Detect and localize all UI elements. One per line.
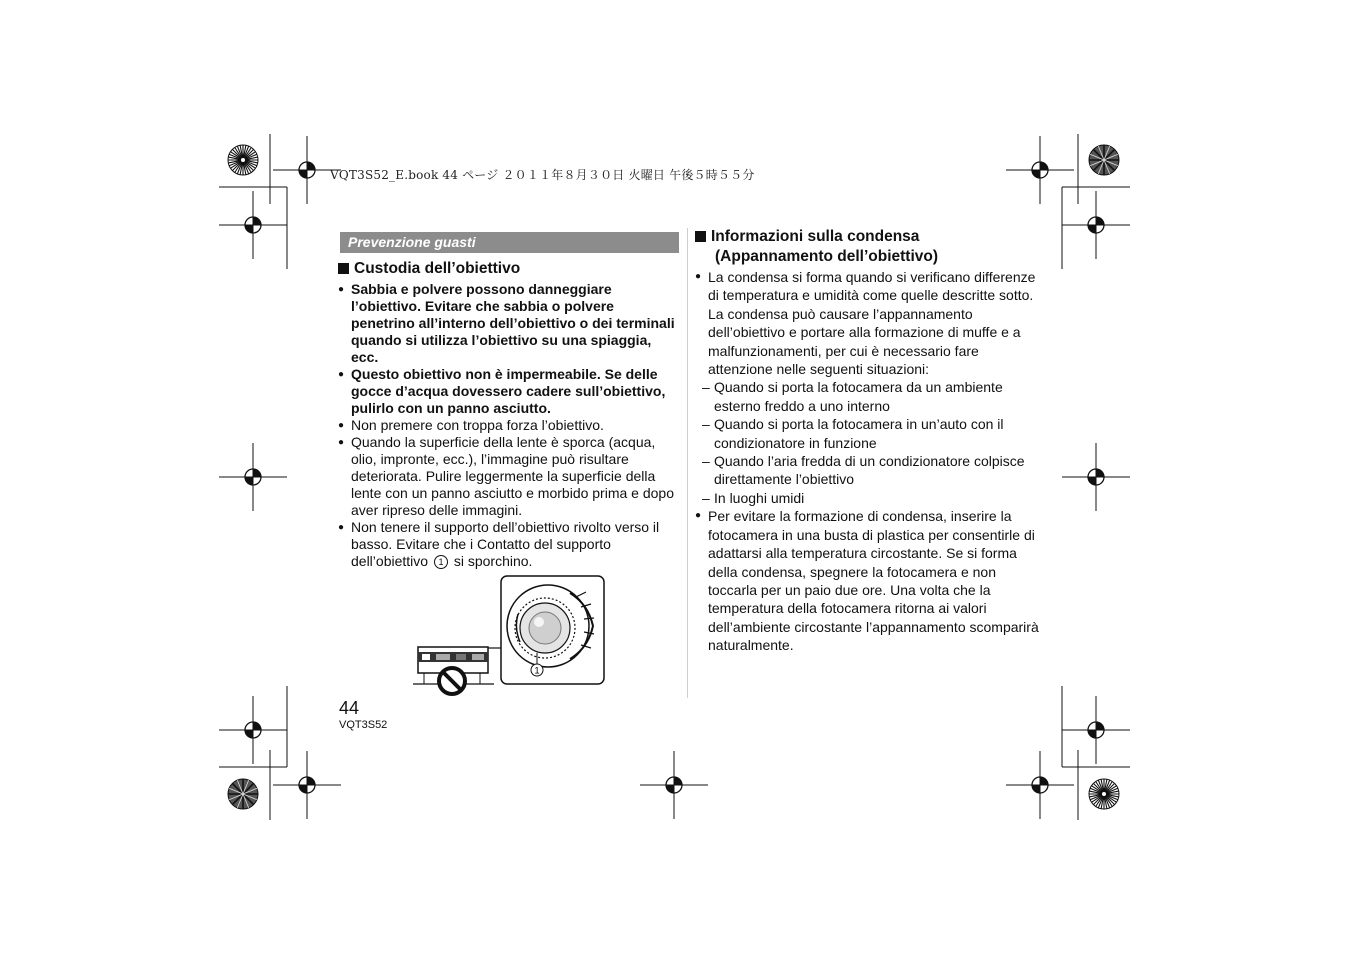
list-item: ● Sabbia e polvere possono danneggiare l’obiettivo. Evitare che sabbia o polvere penetrino all’interno dell’obiettivo o dei terminali quando si utilizza l’obiettivo su una spiaggia, ecc. bbox=[338, 281, 680, 366]
page-number: 44 bbox=[339, 698, 360, 718]
heading-condensation bbox=[695, 227, 1040, 267]
list-item: ● Per evitare la formazione di condensa, inserire la fotocamera in una busta di plastica per consentirle di adattarsi alla temperatura circostante. Se si forma della condensa, spegnere la fotocamera e non toccarla per un paio due ore. Una volta che la temperatura della fotocamera ritorna ai valori dell’ambiente circostante l’appannamento scomparirà naturalmente. bbox=[695, 507, 1040, 654]
condensation-situations bbox=[695, 378, 1040, 507]
dash-item: – Quando si porta la fotocamera da un ambiente esterno freddo a uno interno bbox=[695, 378, 1040, 415]
print-header-info: VQT3S52_E.book 44 ページ ２０１１年８月３０日 火曜日 午後５時５５分 bbox=[330, 168, 755, 182]
square-bullet-icon bbox=[695, 231, 706, 242]
heading-text: Custodia dell’obiettivo bbox=[354, 260, 521, 277]
condensation-prevention bbox=[695, 507, 1040, 654]
section-title-bar: Prevenzione guasti bbox=[340, 232, 679, 253]
dash-item: – Quando l’aria fredda di un condizionatore colpisce direttamente l’obiettivo bbox=[695, 452, 1040, 489]
right-column bbox=[695, 227, 1040, 655]
illustration-callout-number: 1 bbox=[534, 665, 540, 676]
lens-care-list bbox=[338, 281, 680, 570]
list-item: ● Questo obiettivo non è impermeabile. Se delle gocce d’acqua dovessero cadere sull’obiettivo, pulirlo con un panno asciutto. bbox=[338, 366, 680, 417]
dash-item: – Quando si porta la fotocamera in un’auto con il condizionatore in funzione bbox=[695, 415, 1040, 452]
document-code: VQT3S52 bbox=[339, 719, 388, 731]
heading-lens-care bbox=[338, 259, 680, 279]
list-item: ● Quando la superficie della lente è sporca (acqua, olio, impronte, ecc.), l’immagine può risultare deteriorata. Pulire leggermente la superficie della lente con un panno asciutto e morbido prima e dopo aver ripreso delle immagini. bbox=[338, 434, 680, 519]
heading-text: Informazioni sulla condensa (Appannamento dell’obiettivo) bbox=[711, 228, 939, 265]
column-divider bbox=[687, 228, 688, 698]
list-item-text: Non tenere il supporto dell’obiettivo rivolto verso il basso. Evitare che i Contatto del supporto dell’obiettivo bbox=[351, 519, 660, 569]
square-bullet-icon bbox=[338, 263, 349, 274]
callout-number: 1 bbox=[434, 555, 448, 569]
lens-mount-illustration bbox=[410, 574, 610, 700]
list-item: ● Non premere con troppa forza l’obiettivo. bbox=[338, 417, 680, 434]
list-item-text-end: si sporchino. bbox=[453, 553, 533, 569]
list-item: ● La condensa si forma quando si verificano differenze di temperatura e umidità come quelle descritte sotto. La condensa può causare l’appannamento dell’obiettivo e portare alla formazione di muffe e a malfunzionamenti, per cui è necessario fare attenzione nelle seguenti situazioni: bbox=[695, 268, 1040, 378]
left-column bbox=[338, 259, 680, 570]
list-item bbox=[338, 519, 680, 570]
dash-item: – In luoghi umidi bbox=[695, 489, 1040, 507]
condensation-list bbox=[695, 268, 1040, 378]
prohibited-icon bbox=[439, 668, 465, 694]
